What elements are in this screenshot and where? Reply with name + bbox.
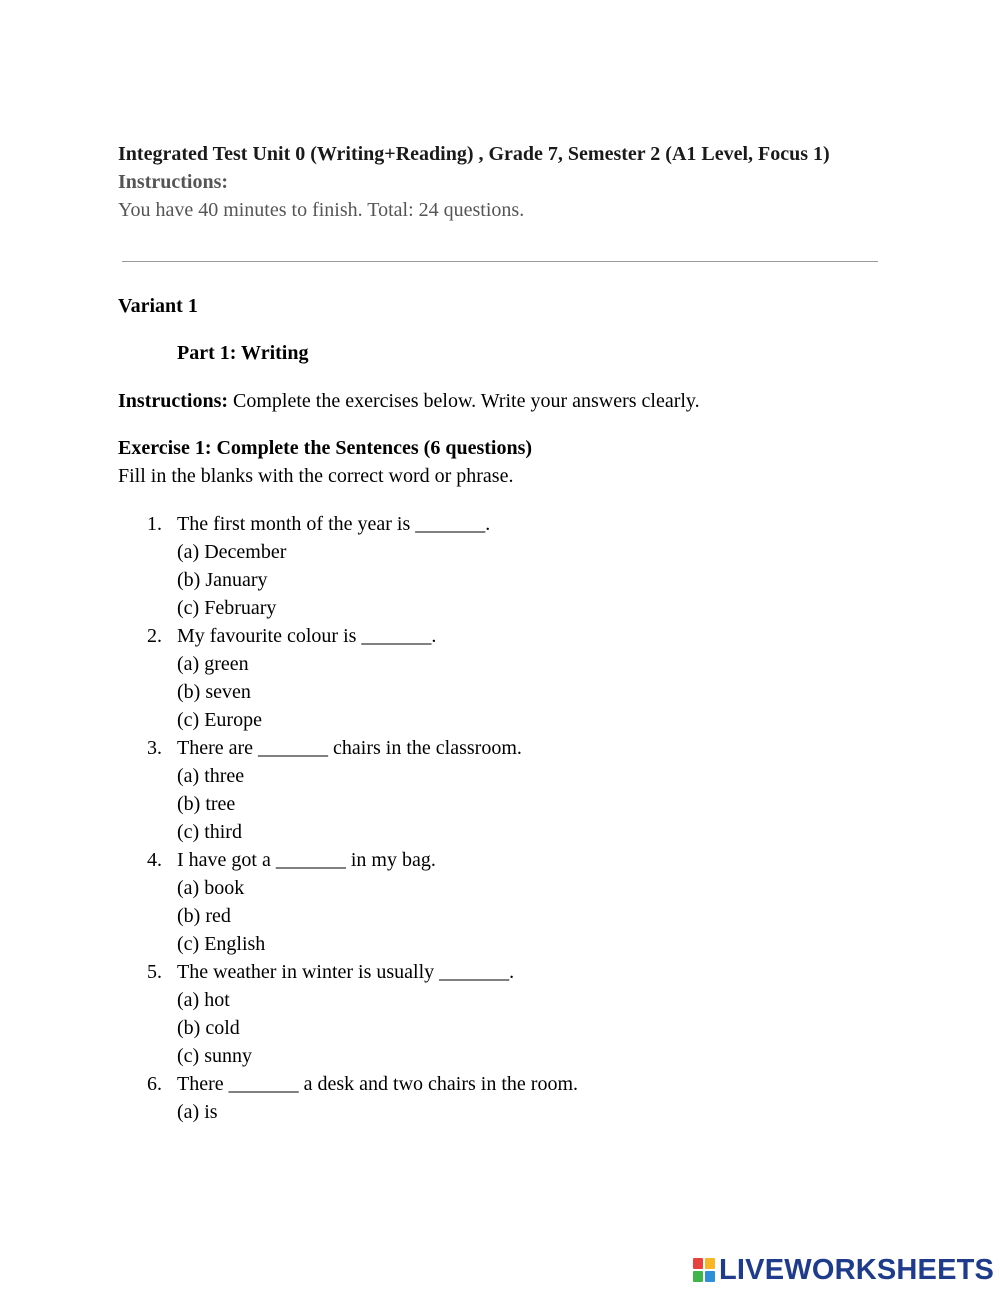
question-text: I have got a _______ in my bag. [177,849,436,871]
test-header [118,140,888,224]
logo-text: LIVEWORKSHEETS [719,1253,995,1286]
answer-option: (c) third [177,821,242,843]
exercise-title: Exercise 1: Complete the Sentences (6 questions) [118,437,533,459]
question-number: 6. [147,1073,162,1095]
answer-option: (a) hot [177,989,230,1011]
section-instructions-label: Instructions: [118,390,229,412]
question-item [118,1070,878,1126]
answer-option: (a) is [177,1101,218,1123]
question-number: 4. [147,849,162,871]
instructions-text: You have 40 minutes to finish. Total: 24 questions. [118,199,525,221]
answer-option: (c) English [177,933,266,955]
answer-option: (b) January [177,569,268,591]
answer-option: (c) Europe [177,709,262,731]
section-instructions [118,387,700,415]
question-item [118,958,878,1070]
part-heading: Part 1: Writing [177,342,309,364]
answer-option: (a) green [177,653,249,675]
question-text: There _______ a desk and two chairs in the room. [177,1073,579,1095]
page-title: Integrated Test Unit 0 (Writing+Reading) , Grade 7, Semester 2 (A1 Level, Focus 1) [118,143,830,165]
answer-option: (a) book [177,877,245,899]
answer-option: (a) three [177,765,245,787]
answer-option: (b) tree [177,793,236,815]
question-text: There are _______ chairs in the classroom. [177,737,522,759]
variant-heading: Variant 1 [118,295,198,317]
question-text: My favourite colour is _______. [177,625,437,647]
answer-option: (b) red [177,905,231,927]
question-text: The first month of the year is _______. [177,513,491,535]
question-number: 1. [147,513,162,535]
question-number: 2. [147,625,162,647]
divider [122,261,878,262]
exercise-subtitle: Fill in the blanks with the correct word or phrase. [118,465,514,487]
logo-mark-icon [693,1258,715,1282]
question-number: 5. [147,961,162,983]
exercise-block [118,434,532,490]
question-item [118,734,878,846]
question-number: 3. [147,737,162,759]
question-item [118,622,878,734]
question-item [118,510,878,622]
answer-option: (a) December [177,541,287,563]
answer-option: (c) February [177,597,277,619]
answer-option: (c) sunny [177,1045,252,1067]
answer-option: (b) cold [177,1017,240,1039]
question-item [118,846,878,958]
question-text: The weather in winter is usually _______. [177,961,515,983]
section-instructions-text: Complete the exercises below. Write your answers clearly. [228,390,700,412]
answer-option: (b) seven [177,681,251,703]
question-list [118,510,878,1126]
liveworksheets-logo [693,1255,994,1285]
instructions-label: Instructions: [118,171,229,193]
